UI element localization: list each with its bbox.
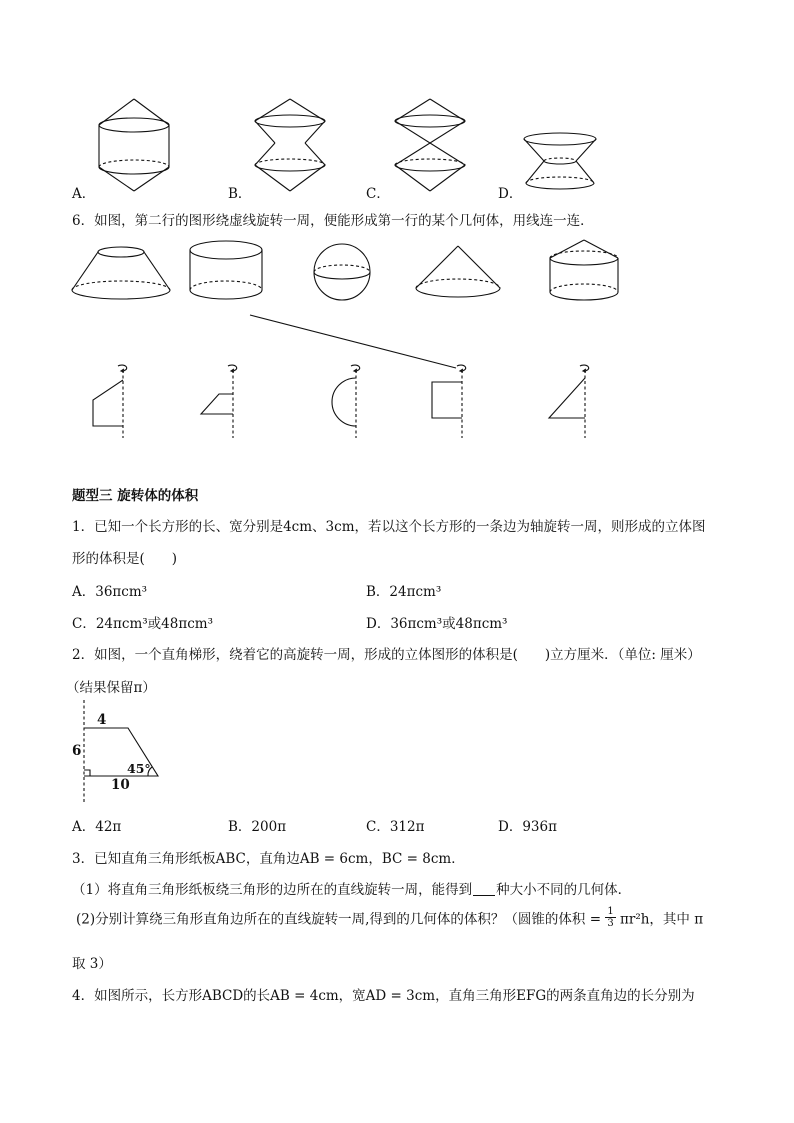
p2-label-height: 6	[72, 743, 82, 759]
p3-sub2	[76, 906, 703, 929]
q5-option-d[interactable]: D．	[498, 186, 523, 202]
p1-option-d[interactable]: D．36πcm³或48πcm³	[366, 616, 508, 632]
p3-answer-blank[interactable]	[473, 883, 495, 896]
p3-sub1-prefix: （1）将直角三角形纸板绕三角形的边所在的直线旋转一周，能得到	[72, 882, 473, 898]
p3-sub1	[72, 878, 631, 898]
p2-label-bottom: 10	[111, 777, 130, 793]
p2-option-b[interactable]: B．200π	[228, 819, 287, 835]
p3-sub2-line2: 取 3）	[72, 956, 112, 972]
p2-stem-line1: 2．如图，一个直角梯形，绕着它的高旋转一周，形成的立体图形的体积是( )立方厘米．（单位: 厘米）	[72, 647, 701, 663]
p2-label-angle: 45°	[127, 761, 151, 776]
p1-option-c[interactable]: C．24πcm³或48πcm³	[72, 616, 213, 632]
p2-label-top: 4	[97, 712, 107, 728]
section-title: 题型三 旋转体的体积	[72, 488, 199, 504]
p1-option-a[interactable]: A．36πcm³	[72, 584, 148, 600]
p3-stem: 3．已知直角三角形纸板ABC，直角边AB = 6cm，BC = 8cm．	[72, 851, 465, 867]
p2-option-a[interactable]: A．42π	[72, 819, 122, 835]
q5-option-b[interactable]: B．	[228, 186, 252, 202]
p3-frac-num: 1	[607, 906, 614, 917]
p2-option-d[interactable]: D．936π	[498, 819, 557, 835]
p2-stem-line2: （结果保留π）	[66, 680, 156, 696]
q6-shape-rectangle	[424, 360, 484, 440]
p3-sub1-suffix: 种大小不同的几何体．	[496, 882, 632, 898]
q6-shape-trapezoid-right	[195, 360, 255, 440]
q6-question-text: 6．如图，第二行的图形绕虚线旋转一周，便能形成第一行的某个几何体，用线连一连．	[72, 213, 594, 229]
p3-fraction	[605, 906, 615, 929]
p2-option-c[interactable]: C．312π	[366, 819, 425, 835]
q6-shape-trapezoid-slanted	[85, 360, 145, 440]
p3-sub2-prefix: (2)分别计算绕三角形直角边所在的直线旋转一周,得到的几何体的体积？（圆锥的体积 =	[76, 911, 602, 928]
p3-frac-den: 3	[607, 918, 614, 929]
q6-shape-semicircle	[318, 360, 378, 440]
p3-sub2-formula: πr²h，其中 π	[620, 911, 704, 928]
q5-option-a[interactable]: A．	[72, 186, 96, 202]
p1-stem-line1: 1．已知一个长方形的长、宽分别是4cm、3cm，若以这个长方形的一条边为轴旋转一周，则形成的立体图	[72, 519, 706, 535]
q6-connection-line	[0, 0, 794, 400]
q6-shape-triangle	[543, 360, 603, 440]
p1-option-b[interactable]: B．24πcm³	[366, 584, 442, 600]
p1-stem-line2: 形的体积是( )	[72, 551, 178, 567]
p4-stem: 4．如图所示，长方形ABCD的长AB = 4cm，宽AD = 3cm，直角三角形EFG的两条直角边的长分别为	[72, 988, 695, 1004]
q5-option-c[interactable]: C．	[366, 186, 390, 202]
